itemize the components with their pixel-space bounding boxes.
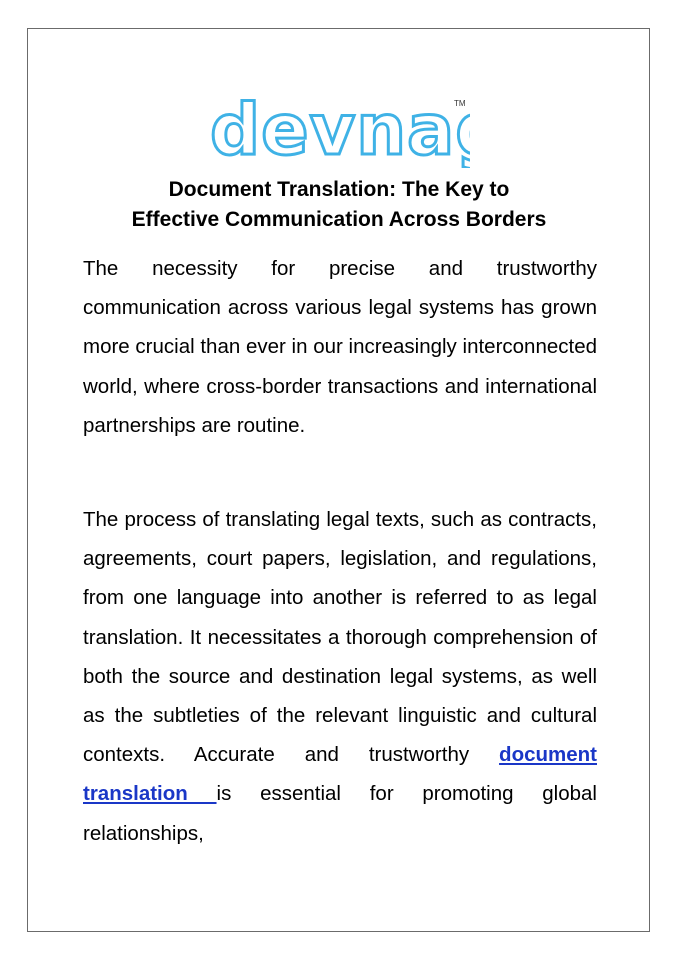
paragraph-1: The necessity for precise and trustworthy communication across various legal systems has grown more crucial than ever in our increasingly interconnected world, where cross-border transactions and international partnerships are routine. [83,257,597,437]
title-line-2: Effective Communication Across Borders [131,208,547,231]
logo-graphic [208,96,470,168]
trademark-mark: TM [454,99,466,108]
document-title [60,175,618,235]
document-translation-link[interactable]: document translation [83,743,597,806]
paragraph-2-text: The process of translating legal texts, such as contracts, agreements, court papers, legislation, and regulations, from one language into another is referred to as legal translation. It necessitates a thorough comprehension of both the source and destination legal systems, as well as the subtleties of the relevant linguistic and cultural contexts. Accurate and trustworthy [83,508,597,767]
title-line-1: Document Translation: The Key to [168,178,510,201]
paragraph-2-tail: is essential for promoting global relationships, [83,782,597,845]
logo-wordmark: devna [210,96,456,168]
paragraph-2 [83,500,597,853]
devnagri-logo [208,96,470,168]
